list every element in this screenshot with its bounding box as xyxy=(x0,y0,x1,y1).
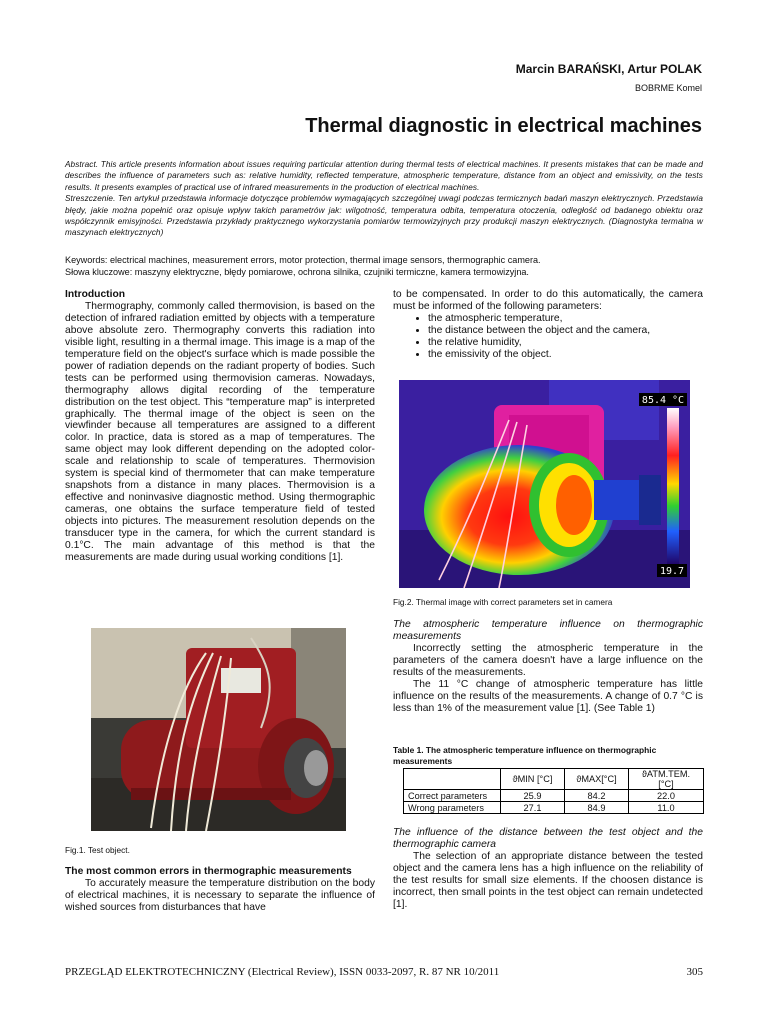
table-cell: 22.0 xyxy=(629,790,704,802)
list-item: • the emissivity of the object. xyxy=(428,349,703,361)
common-errors-body: To accurately measure the temperature distribution on the body of electrical machines, it is necessary to separate the influence of wished sources from disturbances that have xyxy=(65,877,375,913)
table-cell: 11.0 xyxy=(629,802,704,814)
table-header-cell: ϑMIN [°C] xyxy=(501,769,565,790)
abstract-polish: Streszczenie. Ten artykuł przedstawia informacje dotyczące problemów wymagających szczególnej uwagi podczas termicznych badań maszyn elektrycznych. Przedstawia błędy, jakie można popełnić oraz opisuje wpływ takich parametrów jak: wilgotność, temperatura odbita, temperatura otoczenia, odległość od badanego obiektu oraz współczynnik emisyjności. Przedstawia przykłady praktycznego wykorzystania pomiarów termowizyjnych przy produkcji maszyn elektrycznych. (Diagnostyka termalna w maszynach elektrycznych) xyxy=(65,194,703,238)
page-number: 305 xyxy=(686,966,703,978)
affiliation: BOBRME Komel xyxy=(634,83,702,93)
table-cell: Wrong parameters xyxy=(404,802,501,814)
atmospheric-section xyxy=(393,619,703,715)
distance-section xyxy=(393,827,703,911)
list-item: • the relative humidity, xyxy=(428,337,703,349)
parameters-paragraph xyxy=(393,289,703,361)
table-1 xyxy=(403,768,704,814)
table-header-row xyxy=(404,769,704,790)
table-cell: 27.1 xyxy=(501,802,565,814)
table-cell: 84.2 xyxy=(565,790,629,802)
table-header-cell xyxy=(404,769,501,790)
table-cell: 25.9 xyxy=(501,790,565,802)
table-header-cell: ϑMAX[°C] xyxy=(565,769,629,790)
temperature-scale-bar xyxy=(667,408,679,566)
table-cell: 84.9 xyxy=(565,802,629,814)
introduction-heading: Introduction xyxy=(65,289,126,300)
parameters-intro: to be compensated. In order to do this automatically, the camera must be informed of the following parameters: xyxy=(393,289,703,312)
table-row xyxy=(404,802,704,814)
abstract-english: Abstract. This article presents information about issues requiring particular attention during thermal tests of electrical machines. It presents mistakes that can be made and describes the influence of parameters such as: relative humidity, reflected temperature, atmospheric temperature, distance from an object and emissivity, on the tests results. It presents examples of practical use of infrared measurements in the production of electrical machines. xyxy=(65,160,703,192)
parameters-list xyxy=(393,313,703,361)
figure-1-caption: Fig.1. Test object. xyxy=(65,845,130,855)
common-errors-section xyxy=(65,866,375,914)
common-errors-heading: The most common errors in thermographic measurements xyxy=(65,866,352,877)
page-footer xyxy=(65,966,703,978)
distance-body: The selection of an appropriate distance between the tested object and the camera lens has a high influence on the reliability of the test results for small size elements. If the choosen distance is incorrect, then small points in the test object can remain undetected [1]. xyxy=(393,850,703,910)
introduction-body: Thermography, commonly called thermovision, is based on the detection of infrared radiation emitted by objects with a temperature above absolute zero. Thermography converts this radiation into visible light, resulting in a thermal image. This image is a map of the temperature field on the object's surface which is made possible the power of radiation depends on the radiant property of bodies. Such tests can be performed using thermovision cameras. Nowadays, thermography allows digital recording of the temperature distribution on the test object. This “temperature map” is interpreted graphically. The thermal image of the object is seen on the viewfinder because all temperatures are assigned to a different color. In practice, data is stored as a map of temperatures. The same object may look different depending on the adopted color-scale and relationship to scale of temperatures. Thermovision system is special kind of thermometer that can make temperature snapshots from a distance in many places. Thermovision is a effective and noninvasive diagnostic method. Using thermographic cameras, one obtains the surface temperature field of tested objects into pictures. The measurement resolution depends on the transducer type in the camera, for which the current standard is 0.1°C. The main advantage of this method is that the measurements are made during usual working conditions [1]. xyxy=(65,300,375,563)
table-cell: Correct parameters xyxy=(404,790,501,802)
table-header-cell: ϑATM.TEM. [°C] xyxy=(629,769,704,790)
abstract xyxy=(65,159,703,239)
figure-2-caption: Fig.2. Thermal image with correct parameters set in camera xyxy=(393,597,613,607)
atmospheric-heading: The atmospheric temperature influence on thermographic measurements xyxy=(393,619,703,642)
thermal-image xyxy=(399,380,690,588)
atmospheric-body-1: Incorrectly setting the atmospheric temperature in the parameters of the camera doesn't have a large influence on the results of the measurements. xyxy=(393,642,703,678)
scale-min-label: 19.7 xyxy=(659,566,685,577)
scale-max-label: 85.4 °C xyxy=(641,395,685,406)
test-object-photo xyxy=(91,628,346,831)
table-row xyxy=(404,790,704,802)
introduction-section xyxy=(65,289,375,564)
table-1-caption: Table 1. The atmospheric temperature influence on thermographic measurements xyxy=(393,745,657,766)
paper-title: Thermal diagnostic in electrical machines xyxy=(305,115,702,137)
list-item: • the atmospheric temperature, xyxy=(428,313,703,325)
keywords xyxy=(65,255,703,278)
authors: Marcin BARAŃSKI, Artur POLAK xyxy=(515,62,702,76)
journal-citation: PRZEGLĄD ELEKTROTECHNICZNY (Electrical Review), ISSN 0033-2097, R. 87 NR 10/2011 xyxy=(65,966,500,978)
distance-heading: The influence of the distance between the test object and the thermographic camera xyxy=(393,827,703,850)
keywords-english: Keywords: electrical machines, measurement errors, motor protection, thermal image sensors, thermographic camera. xyxy=(65,255,541,265)
atmospheric-body-2: The 11 °C change of atmospheric temperature has little influence on the results of the measurements. A change of 0.7 °C is less than 1% of the measurement value [1]. (See Table 1) xyxy=(393,678,703,714)
keywords-polish: Słowa kluczowe: maszyny elektryczne, błędy pomiarowe, ochrona silnika, czujniki termiczne, kamera termowizyjna. xyxy=(65,266,529,277)
list-item: • the distance between the object and the camera, xyxy=(428,325,703,337)
